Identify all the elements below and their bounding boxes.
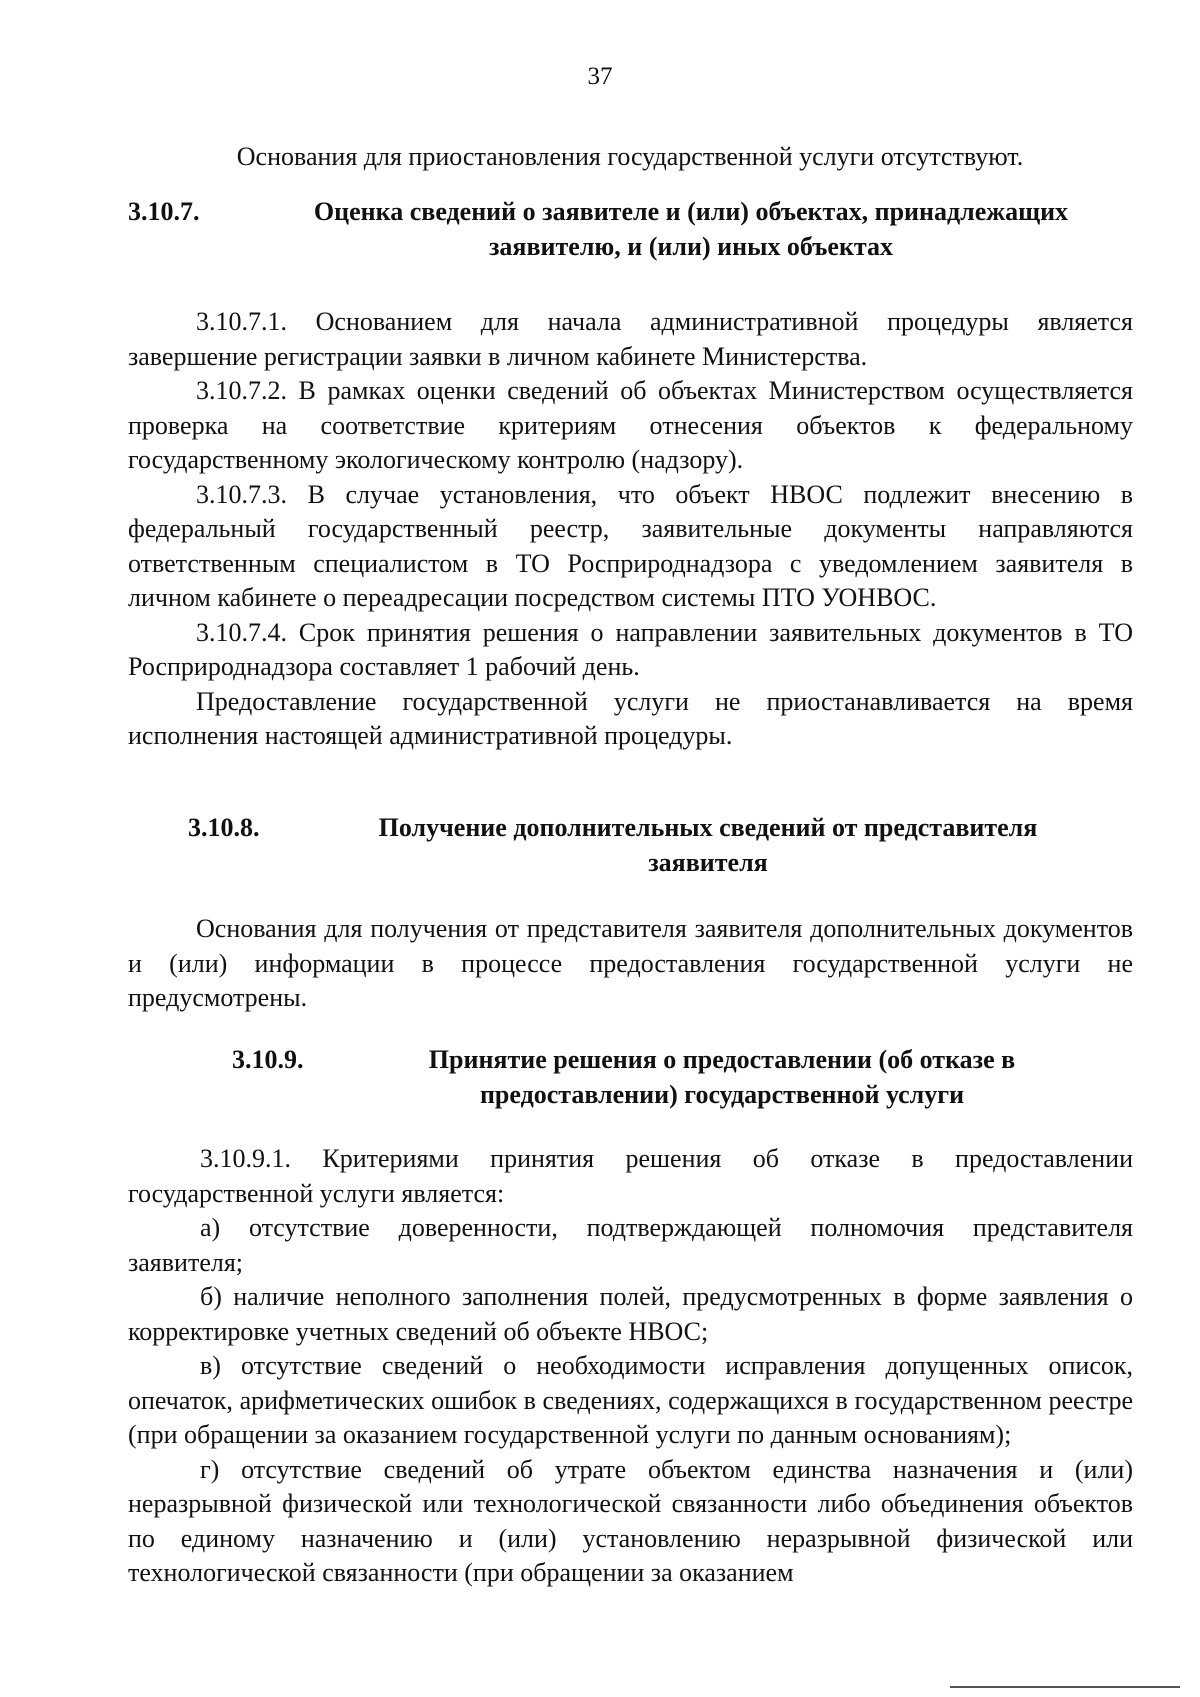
- paragraph-3108-1: Основания для получения от представителя заявителя дополнительных документов и (или) информации в процессе предоставления государственной услуги не предусмотрены.: [128, 914, 1133, 1012]
- section-3108-body: [128, 912, 1133, 1016]
- paragraph-3109-g: г) отсутствие сведений об утрате объектом единства назначения и (или) неразрывной физической или технологической связанности либо объединения объектов по единому назначению и (или) установлению неразрывной физической или технологической связанности (при обращении за оказанием: [128, 1454, 1133, 1587]
- section-3109-heading: [232, 1042, 1132, 1117]
- paragraph-3107-note: Предоставление государственной услуги не приостанавливается на время исполнения настоящей административной процедуры.: [128, 686, 1133, 750]
- paragraph-3109-a: а) отсутствие доверенности, подтверждающей полномочия представителя заявителя;: [128, 1213, 1133, 1277]
- paragraph-3107-4: 3.10.7.4. Срок принятия решения о направлении заявительных документов в ТО Росприроднадзора составляет 1 рабочий день.: [128, 617, 1133, 681]
- section-3108-heading: [188, 810, 1128, 885]
- section-3109-title: Принятие решения о предоставлении (об отказе в предоставлении) государственной услуги: [428, 1045, 1016, 1109]
- page-number: 37: [587, 63, 613, 90]
- paragraph-3107-3: 3.10.7.3. В случае установления, что объект НВОС подлежит внесению в федеральный государственный реестр, заявительные документы направляются ответственным специалистом в ТО Росприроднадзора с уведомлением заявителя в личном кабинете о переадресации посредством системы ПТО УОНВОС.: [128, 479, 1133, 612]
- footer-rule: [950, 1686, 1180, 1688]
- section-3107-number: 3.10.7.: [128, 197, 200, 226]
- intro-paragraph: Основания для приостановления государственной услуги отсутствуют.: [236, 142, 1024, 171]
- section-3108-number: 3.10.8.: [188, 813, 260, 842]
- paragraph-3109-b: б) наличие неполного заполнения полей, предусмотренных в форме заявления о корректировке учетных сведений об объекте НВОС;: [128, 1282, 1133, 1346]
- section-3109-number: 3.10.9.: [232, 1045, 304, 1074]
- paragraph-3107-2: 3.10.7.2. В рамках оценки сведений об объектах Министерством осуществляется проверка на соответствие критериям отнесения объектов к федеральному государственному экологическому контролю (надзору).: [128, 376, 1133, 474]
- section-3107-heading: [128, 194, 1128, 269]
- paragraph-3107-1: 3.10.7.1. Основанием для начала административной процедуры является завершение регистрации заявки в личном кабинете Министерства.: [128, 307, 1133, 371]
- section-3107-body: [128, 305, 1133, 754]
- section-3109-body: [128, 1142, 1133, 1591]
- paragraph-3109-v: в) отсутствие сведений о необходимости исправления допущенных описок, опечаток, арифметических ошибок в сведениях, содержащихся в государственном реестре (при обращении за оказанием государственной услуги по данным основаниям);: [128, 1351, 1133, 1449]
- section-3108-title: Получение дополнительных сведений от представителя заявителя: [378, 813, 1038, 877]
- paragraph-3109-1: 3.10.9.1. Критериями принятия решения об отказе в предоставлении государственной услуги является:: [128, 1144, 1133, 1208]
- section-3107-title: Оценка сведений о заявителе и (или) объектах, принадлежащих заявителю, и (или) иных объектах: [313, 197, 1069, 261]
